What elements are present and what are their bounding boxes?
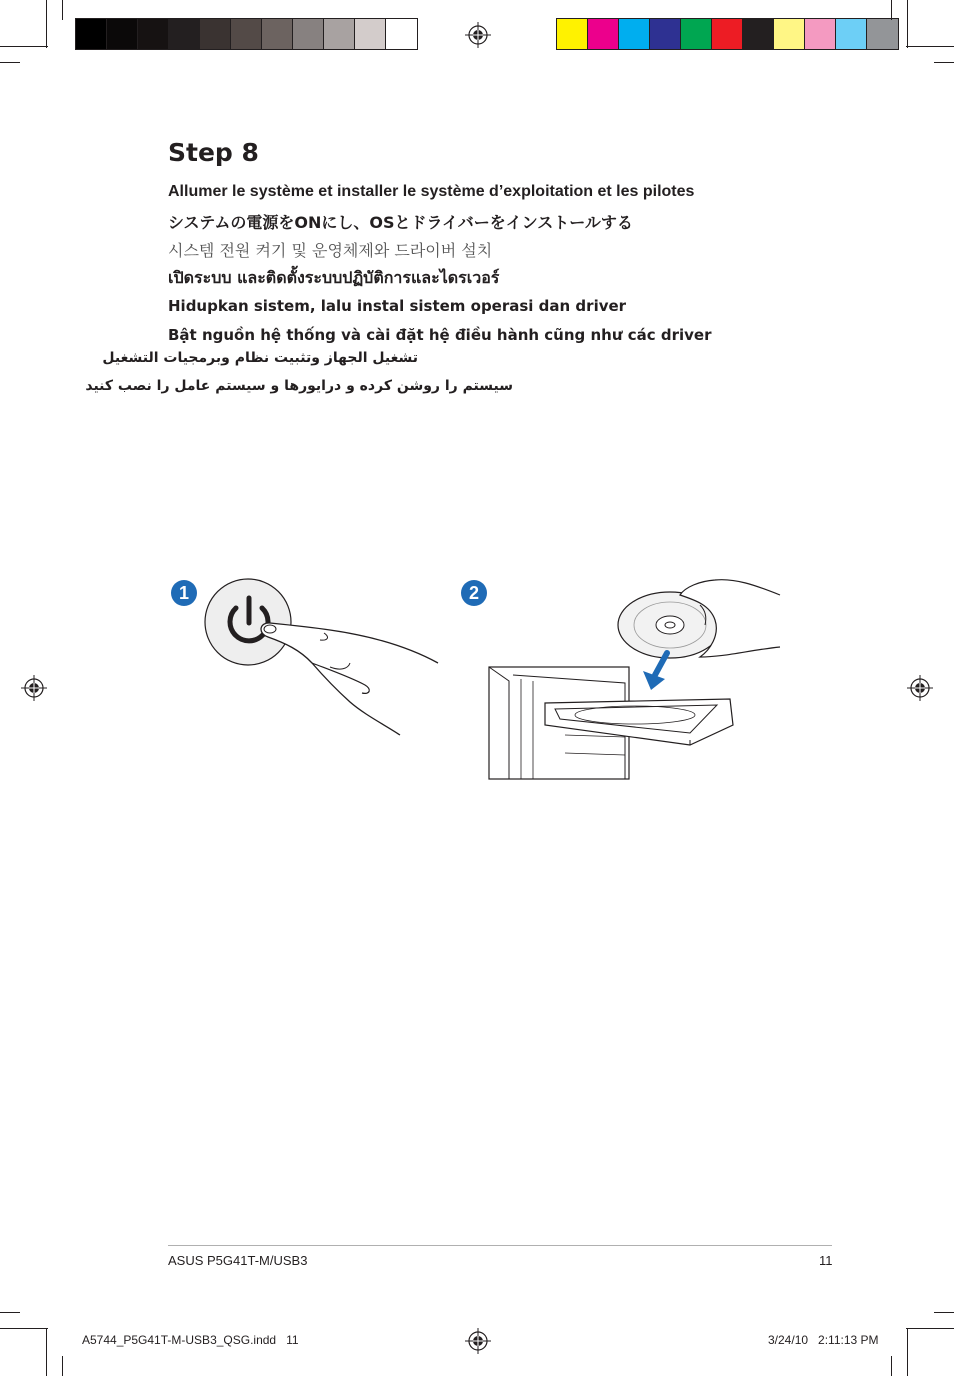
instruction-japanese: システムの電源をONにし、OSとドライバーをインストールする: [168, 213, 633, 232]
instruction-korean: 시스템 전원 켜기 및 운영체제와 드라이버 설치: [168, 241, 493, 260]
step-title: Step 8: [168, 138, 259, 167]
footer-page-number: 11: [819, 1253, 833, 1268]
step-2-badge: 2: [461, 580, 487, 606]
registration-mark-icon: [465, 1328, 491, 1354]
process-swatch-4: [681, 19, 712, 49]
process-swatch-9: [836, 19, 867, 49]
process-swatch-7: [774, 19, 805, 49]
slug-file: A5744_P5G41T-M-USB3_QSG.indd 11: [82, 1333, 299, 1347]
instruction-french: Allumer le système et installer le système d’exploitation et les pilotes: [168, 183, 695, 200]
optical-disc-icon: [485, 575, 785, 785]
gray-swatch-8: [324, 19, 355, 49]
registration-mark-icon: [465, 22, 491, 48]
gray-swatch-2: [138, 19, 169, 49]
instruction-arabic: تشغيل الجهاز وتثبيت نظام وبرمجيات التشغيل: [102, 350, 418, 366]
gray-swatch-5: [231, 19, 262, 49]
gray-swatch-4: [200, 19, 231, 49]
gray-swatch-10: [386, 19, 417, 49]
footer-divider: [168, 1245, 832, 1246]
instruction-vietnamese: Bật nguồn hệ thống và cài đặt hệ điều hành cũng như các driver: [168, 326, 712, 344]
registration-mark-icon: [907, 675, 933, 701]
process-swatch-5: [712, 19, 743, 49]
process-swatch-8: [805, 19, 836, 49]
instruction-thai: เปิดระบบ และติดตั้งระบบปฏิบัติการและไดรเวอร์: [168, 268, 500, 287]
gray-swatch-0: [76, 19, 107, 49]
gray-swatch-1: [107, 19, 138, 49]
process-swatch-0: [557, 19, 588, 49]
gray-swatch-6: [262, 19, 293, 49]
power-icon: [200, 575, 445, 745]
slug-datetime: 3/24/10 2:11:13 PM: [768, 1333, 879, 1347]
step-1-badge: 1: [171, 580, 197, 606]
process-swatch-2: [619, 19, 650, 49]
gray-swatch-9: [355, 19, 386, 49]
footer-product: ASUS P5G41T-M/USB3: [168, 1253, 308, 1268]
grayscale-color-bar: [75, 18, 418, 50]
registration-mark-icon: [21, 675, 47, 701]
gray-swatch-7: [293, 19, 324, 49]
process-swatch-3: [650, 19, 681, 49]
instruction-indonesian: Hidupkan sistem, lalu instal sistem operasi dan driver: [168, 297, 627, 315]
process-swatch-6: [743, 19, 774, 49]
process-swatch-1: [588, 19, 619, 49]
process-color-bar: [556, 18, 899, 50]
instruction-persian: سیستم را روشن کرده و درایورها و سیستم عامل را نصب کنید: [85, 378, 513, 394]
gray-swatch-3: [169, 19, 200, 49]
process-swatch-10: [867, 19, 898, 49]
